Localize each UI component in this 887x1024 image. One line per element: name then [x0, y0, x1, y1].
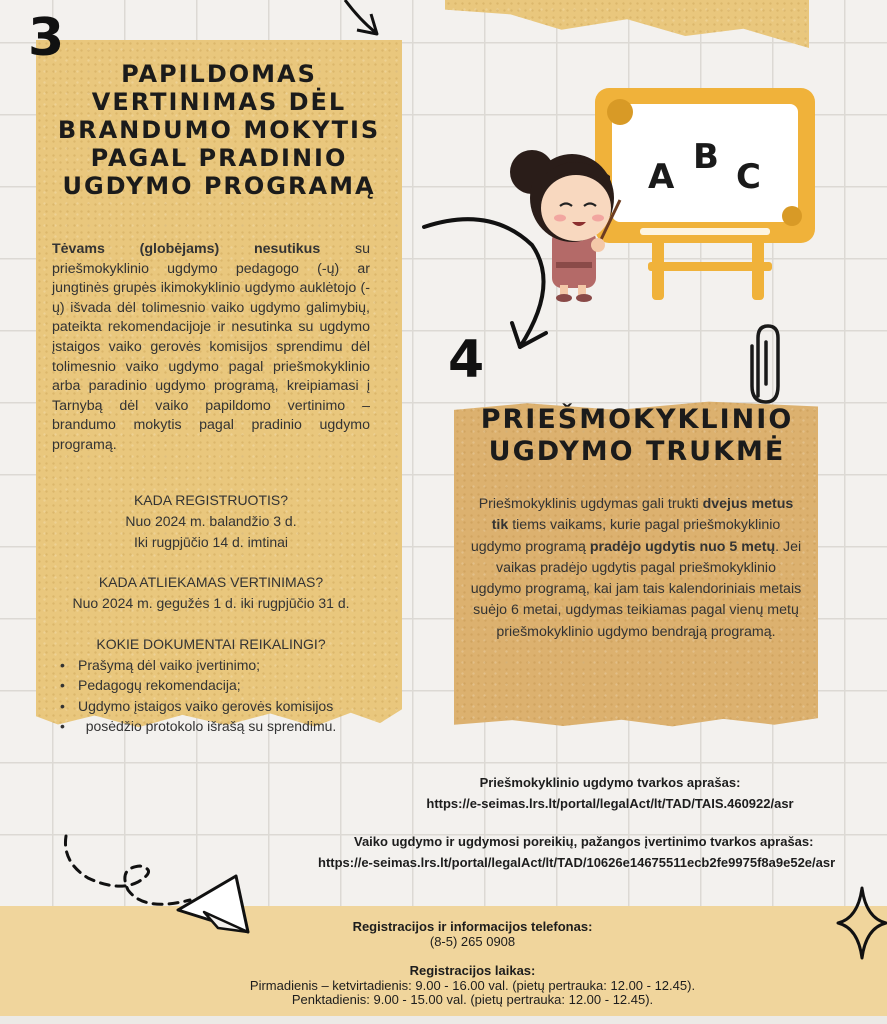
step3-paragraph-rest: su priešmokyklinio ugdymo pedagogo (-ų) ar jungtinės grupės ikimokyklinio ugdymo auklėtojo (-ų) išvada dėl tolimesnio vaiko ugdymo galimybių, pateikta rekomendacijoje ir nesutinka su ugdymo įstaigos vaiko gerovės komisijos sprendimu dėl tolimesnio vaiko ugdymo pagal priešmokyklinio arba paradinio ugdymo programą, kreipiamasi į Tarnybą dėl vaiko papildomo vertinimo – brandumo mokytis pagal pradinio ugdymo programą.: [52, 241, 370, 453]
board-tray: [640, 228, 770, 235]
needs-link-title: Vaiko ugdymo ir ugdymosi poreikių, pažangos įvertinimo tvarkos aprašas:: [354, 834, 814, 849]
step4-title: [462, 404, 812, 467]
footer-hours-block: [160, 964, 785, 1008]
registration-heading: KADA REGISTRUOTIS?: [133, 492, 289, 508]
registration-line: Iki rugpjūčio 14 d. imtinai: [133, 534, 289, 550]
footer-hours-line: Penktadienis: 9.00 - 15.00 val. (pietų pertrauka: 12.00 - 12.45).: [291, 992, 654, 1008]
step3-title-line: PAGAL PRADINIO: [90, 144, 348, 173]
board-letter-b: B: [693, 137, 719, 177]
step3-title-line: VERTINIMAS DĖL: [91, 88, 347, 117]
step4-title-line: UGDYMO TRUKMĖ: [488, 435, 786, 467]
footer-hours-title: Registracijos laikas:: [409, 963, 536, 978]
evaluation-line: Nuo 2024 m. gegužės 1 d. iki rugpjūčio 31 d.: [72, 595, 350, 611]
easel-bar: [648, 262, 772, 271]
board-bolt: [607, 99, 633, 125]
board-bolt: [782, 206, 802, 226]
step3-paragraph: [52, 240, 370, 456]
step4-text-bold: dvejus metus tik: [491, 496, 794, 534]
step3-title-line: PAPILDOMAS: [121, 60, 317, 88]
step4-number: 4: [448, 330, 485, 390]
footer-phone-number: (8-5) 265 0908: [429, 933, 516, 949]
order-link-block: [380, 772, 840, 814]
step3-title-line: UGDYMO PROGRAMĄ: [62, 172, 376, 201]
curved-arrow-icon: [420, 205, 560, 355]
top-arrow-icon: [335, 0, 385, 40]
footer-hours-line: Pirmadienis – ketvirtadienis: 9.00 - 16.00 val. (pietų pertrauka: 12.00 - 12.45).: [249, 977, 696, 993]
top-paper-scrap: [445, 0, 809, 48]
step4-text-bold: pradėjo ugdytis nuo 5 metų: [589, 538, 776, 555]
paperclip-icon: [744, 320, 790, 408]
needs-link-url[interactable]: https://e-seimas.lrs.lt/portal/legalAct/lt/TAD/10626e14675511ecb2fe9975f8a9e52e/asr: [318, 855, 836, 871]
board-letter-a: A: [648, 157, 675, 197]
registration-line: Nuo 2024 m. balandžio 3 d.: [125, 513, 297, 529]
list-item: • Ugdymo įstaigos vaiko gerovės komisijos: [52, 696, 370, 716]
registration-block: [52, 490, 370, 553]
step3-number: 3: [28, 8, 65, 68]
list-item: • Prašymą dėl vaiko įvertinimo;: [52, 655, 370, 675]
needs-link-block: [318, 831, 887, 873]
step3-title-line: BRANDUMO MOKYTIS: [57, 116, 381, 145]
step4-paragraph: [470, 494, 802, 643]
footer-phone-title: Registracijos ir informacijos telefonas:: [352, 919, 593, 934]
order-link-url[interactable]: https://e-seimas.lrs.lt/portal/legalAct/lt/TAD/TAIS.460922/asr: [426, 796, 794, 812]
step4-text: tiems vaikams, kurie pagal priešmokyklinio ugdymo programą: [470, 517, 781, 555]
documents-heading: KOKIE DOKUMENTAI REIKALINGI?: [96, 636, 326, 652]
footer-phone-block: [200, 920, 745, 949]
evaluation-heading: KADA ATLIEKAMAS VERTINIMAS?: [98, 574, 324, 590]
list-item-continued: • posėdžio protokolo išrašą su sprendimu.: [52, 716, 370, 736]
sparkle-icon: [836, 886, 887, 960]
step3-title: [42, 60, 396, 200]
step4-title-line: PRIEŠMOKYKLINIO: [480, 404, 794, 435]
bottom-strip: [0, 1016, 887, 1024]
step4-text: Priešmokyklinis ugdymas gali trukti: [478, 496, 703, 512]
step4-text: . Jei vaikas pradėjo ugdytis pagal priešmokyklinio ugdymo programą, kai jam tais kalendoriniais metais suėjo 6 metai, ugdymas teikiamas pagal vienų metų priešmokyklinio ugdymo bendrąją programą.: [470, 538, 802, 640]
evaluation-block: [46, 572, 376, 614]
documents-list: [52, 655, 370, 737]
list-item: • Pedagogų rekomendacija;: [52, 675, 370, 695]
documents-block: [52, 634, 370, 737]
step3-paragraph-bold: Tėvams (globėjams) nesutikus: [52, 241, 321, 257]
order-link-title: Priešmokyklinio ugdymo tvarkos aprašas:: [479, 775, 741, 790]
board-letter-c: C: [736, 157, 761, 197]
